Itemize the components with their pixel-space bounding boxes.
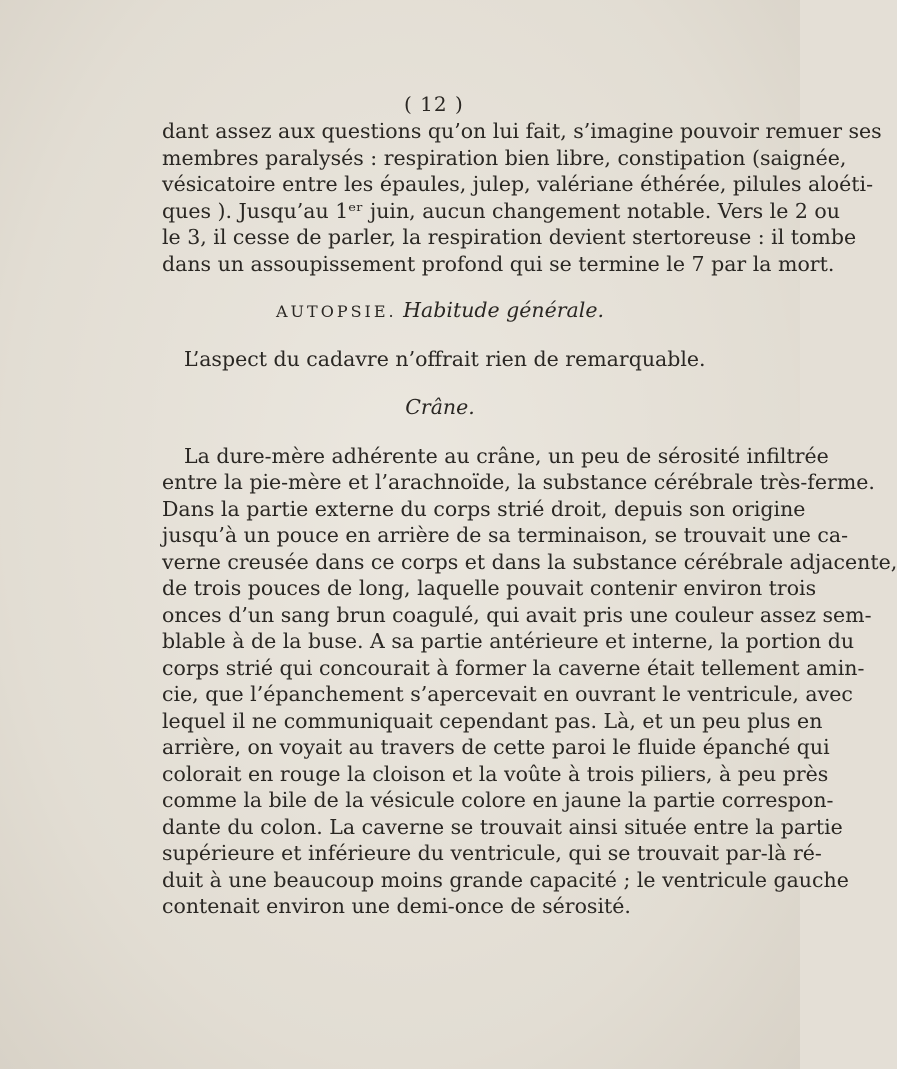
text-line: colorait en rouge la cloison et la voûte à trois piliers, à peu près (162, 761, 829, 786)
text-line: blable à de la buse. A sa partie antérieure et interne, la portion du (162, 629, 855, 653)
text-line: supérieure et inférieure du ventricule, qui se trouvait par-là ré- (162, 841, 822, 865)
autopsy-subtitle: Habitude générale. (403, 298, 604, 322)
text-line: entre la pie-mère et l’arachnoïde, la substance cérébrale très-ferme. (162, 470, 875, 494)
text-line: duit à une beaucoup moins grande capacité ; le ventricule gauche (162, 867, 849, 892)
text-line: jusqu’à un pouce en arrière de sa terminaison, se trouvait une ca- (162, 523, 849, 547)
text-line: contenait environ une demi-once de sérosité. (162, 894, 631, 918)
text-line: La dure-mère adhérente au crâne, un peu de sérosité infiltrée (184, 443, 829, 468)
text-line: arrière, on voyait au travers de cette paroi le fluide épanché qui (162, 735, 830, 759)
text-line: dans un assoupissement profond qui se termine le 7 par la mort. (162, 251, 835, 276)
text-line: comme la bile de la vésicule colore en jaune la partie correspon- (162, 788, 834, 812)
text-line: cie, que l’épanchement s’apercevait en ouvrant le ventricule, avec (162, 682, 853, 706)
autopsy-label: AUTOPSIE. (276, 302, 397, 321)
text-line: verne creusée dans ce corps et dans la substance cérébrale adjacente, (162, 549, 897, 574)
crane-heading: Crâne. (405, 395, 475, 419)
general-text: L’aspect du cadavre n’offrait rien de remarquable. (184, 346, 706, 371)
text-line: dante du colon. La caverne se trouvait ainsi située entre la partie (162, 814, 843, 839)
text-line: de trois pouces de long, laquelle pouvait contenir environ trois (162, 576, 817, 600)
text-line: Dans la partie externe du corps strié droit, depuis son origine (162, 496, 806, 521)
text-line: corps strié qui concourait à former la caverne était tellement amin- (162, 655, 865, 680)
text-line: dant assez aux questions qu’on lui fait, s’imagine pouvoir remuer ses (162, 119, 882, 143)
page-number: ( 12 ) (404, 92, 464, 116)
text-line: membres paralysés : respiration bien libre, constipation (saignée, (162, 145, 847, 170)
text-line: onces d’un sang brun coagulé, qui avait pris une couleur assez sem- (162, 602, 872, 627)
text-line: le 3, il cesse de parler, la respiration devient stertoreuse : il tombe (162, 225, 857, 249)
text-line: lequel il ne communiquait cependant pas. Là, et un peu plus en (162, 708, 823, 733)
autopsy-heading (162, 297, 718, 326)
text-line: vésicatoire entre les épaules, julep, valériane éthérée, pilules aloéti- (162, 172, 874, 196)
text-line: ques ). Jusqu’au 1ᵉʳ juin, aucun changement notable. Vers le 2 ou (162, 198, 840, 223)
body-text (162, 118, 897, 920)
